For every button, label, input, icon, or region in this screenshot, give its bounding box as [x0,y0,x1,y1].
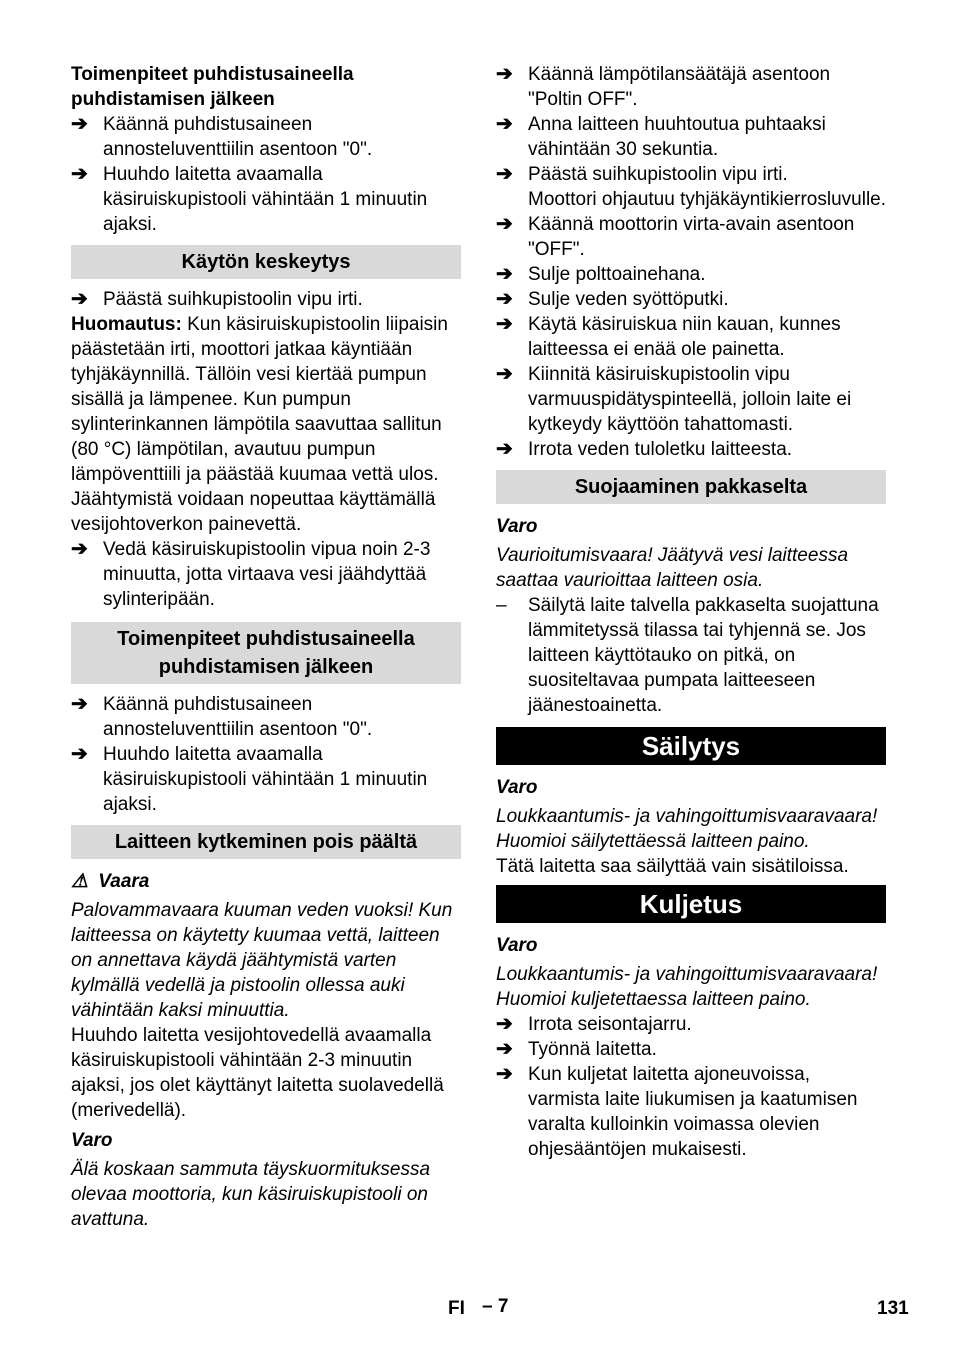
storage-caution-label: Varo [496,777,538,798]
list-item: ➔ Vedä käsiruiskupistoolin vipua noin 2-3 minuutta, jotta virtaava vesi jäähdyttää sylinteripään. [71,538,431,610]
caution-label: Varo [71,1130,113,1151]
right-column [496,62,886,1162]
arrow-icon: ➔ [71,288,88,310]
note-paragraph: Huomautus: Kun käsiruiskupistoolin liipaisin päästetään irti, moottori jatkaa käyntiään tyhjäkäynnillä. Tällöin vesi kiertää pumpun sisällä ja lämpenee. Kun pumpun sylinterinkannen lämpötila saavuttaa sallitun (80 °C) lämpötilan, avautuu pumpun lämpöventtiili ja päästää kuumaa vettä ulos. [71,314,448,485]
arrow-icon: ➔ [496,313,513,335]
warning-icon: ⚠ [71,871,89,892]
list-item: ➔ Käännä moottorin virta-avain asentoon "OFF". [496,213,855,260]
arrow-icon: ➔ [71,163,88,185]
danger-text: Palovammavaara kuuman veden vuoksi! Kun laitteessa on käytetty kuumaa vettä, laitteen on annettava käydä jäähtymistä varten kylmällä vedellä ja pistoolin ollessa auki vähintään kaksi minuuttia. [71,900,453,1021]
list-item: ➔ Työnnä laitetta. [496,1038,657,1060]
frost-caution-label: Varo [496,516,538,537]
left-column [71,62,461,1232]
section-title-shutdown: Laitteen kytkeminen pois päältä [71,825,461,859]
arrow-icon: ➔ [71,538,88,560]
arrow-icon: ➔ [496,363,513,385]
idle-note: Moottori ohjautuu tyhjäkäyntikierrosluvulle. [528,189,887,210]
list-item: ➔ Käytä käsiruiskua niin kauan, kunnes laitteessa ei enää ole painetta. [496,313,841,360]
arrow-icon: ➔ [496,163,513,185]
arrow-icon: ➔ [71,113,88,135]
arrow-icon: ➔ [496,1063,513,1085]
section-title-storage: Säilytys [496,727,886,765]
list-item: ➔ Sulje veden syöttöputki. [496,288,729,310]
footer-section-page: – 7 [482,1296,509,1317]
section-title-cleaning: Toimenpiteet puhdistusaineella puhdistamisen jälkeen [71,622,461,684]
list-item: ➔ Anna laitteen huuhtoutua puhtaaksi vähintään 30 sekuntia. [496,113,826,160]
list-item: ➔ Kiinnitä käsiruiskupistoolin vipu varmuuspidätyspinteellä, jolloin laite ei kytkeydy käyttöön tahattomasti. [496,363,852,435]
cooling-paragraph: Jäähtymistä voidaan nopeuttaa käyttämällä vesijohtoverkon painevettä. [71,489,436,535]
dash-marker: – [496,595,507,616]
list-item: ➔ Huuhdo laitetta avaamalla käsiruiskupistooli vähintään 1 minuutin ajaksi. [71,743,428,815]
arrow-icon: ➔ [496,438,513,460]
heading-after-cleaning: Toimenpiteet puhdistusaineella puhdistamisen jälkeen [71,64,354,110]
list-item: ➔ Päästä suihkupistoolin vipu irti. [496,163,788,185]
page-number: 131 [877,1298,909,1319]
list-item: ➔ Käännä puhdistusaineen annosteluventtiilin asentoon "0". [71,693,373,740]
caution-text: Älä koskaan sammuta täyskuormituksessa olevaa moottoria, kun käsiruiskupistooli on avattuna. [71,1159,431,1230]
section-title-frost: Suojaaminen pakkaselta [496,470,886,504]
arrow-icon: ➔ [496,113,513,135]
transport-caution-label: Varo [496,935,538,956]
danger-heading: ⚠ Vaara [71,871,150,892]
section-title-interrupt: Käytön keskeytys [71,245,461,279]
frost-caution-text: Vaurioitumisvaara! Jäätyvä vesi laitteessa saattaa vaurioittaa laitteen osia. [496,545,849,591]
arrow-icon: ➔ [496,1038,513,1060]
section-title-transport: Kuljetus [496,885,886,923]
rinse-text: Huuhdo laitetta vesijohtovedellä avaamalla käsiruiskupistooli vähintään 2-3 minuutin ajaksi, jos olet käyttänyt laitetta suolavedellä (merivedellä). [71,1025,444,1121]
footer-language: FI [448,1298,465,1319]
arrow-icon: ➔ [71,743,88,765]
transport-caution-text: Loukkaantumis- ja vahingoittumisvaaravaara! Huomioi kuljetettaessa laitteen paino. [496,964,878,1010]
list-item: ➔ Kun kuljetat laitetta ajoneuvoissa, varmista laite liukumisen ja kaatumisen varalta kulloinkin voimassa olevien ohjesääntöjen mukaisesti. [496,1063,858,1160]
list-item: ➔ Käännä puhdistusaineen annosteluventtiilin asentoon "0". [71,113,373,160]
list-item: ➔ Irrota seisontajarru. [496,1013,692,1035]
list-item: ➔ Huuhdo laitetta avaamalla käsiruiskupistooli vähintään 1 minuutin ajaksi. [71,163,428,235]
storage-text: Tätä laitetta saa säilyttää vain sisätiloissa. [496,856,849,877]
arrow-icon: ➔ [496,263,513,285]
storage-caution-text: Loukkaantumis- ja vahingoittumisvaaravaara! Huomioi säilytettäessä laitteen paino. [496,806,878,852]
list-item: ➔ Irrota veden tuloletku laitteesta. [496,438,793,460]
arrow-icon: ➔ [496,1013,513,1035]
arrow-icon: ➔ [496,288,513,310]
list-item: ➔ Päästä suihkupistoolin vipu irti. [71,288,363,310]
arrow-icon: ➔ [71,693,88,715]
note-label: Huomautus: [71,314,182,335]
list-item: ➔ Sulje polttoainehana. [496,263,706,285]
list-item: ➔ Käännä lämpötilansäätäjä asentoon "Poltin OFF". [496,63,831,110]
list-item: – Säilytä laite talvella pakkaselta suojattuna lämmitetyssä tilassa tai tyhjennä se. Jos laitteen käyttötauko on pitkä, on suositeltavaa pumpata laitteeseen jäänestoainetta. [496,595,879,716]
arrow-icon: ➔ [496,63,513,85]
arrow-icon: ➔ [496,213,513,235]
